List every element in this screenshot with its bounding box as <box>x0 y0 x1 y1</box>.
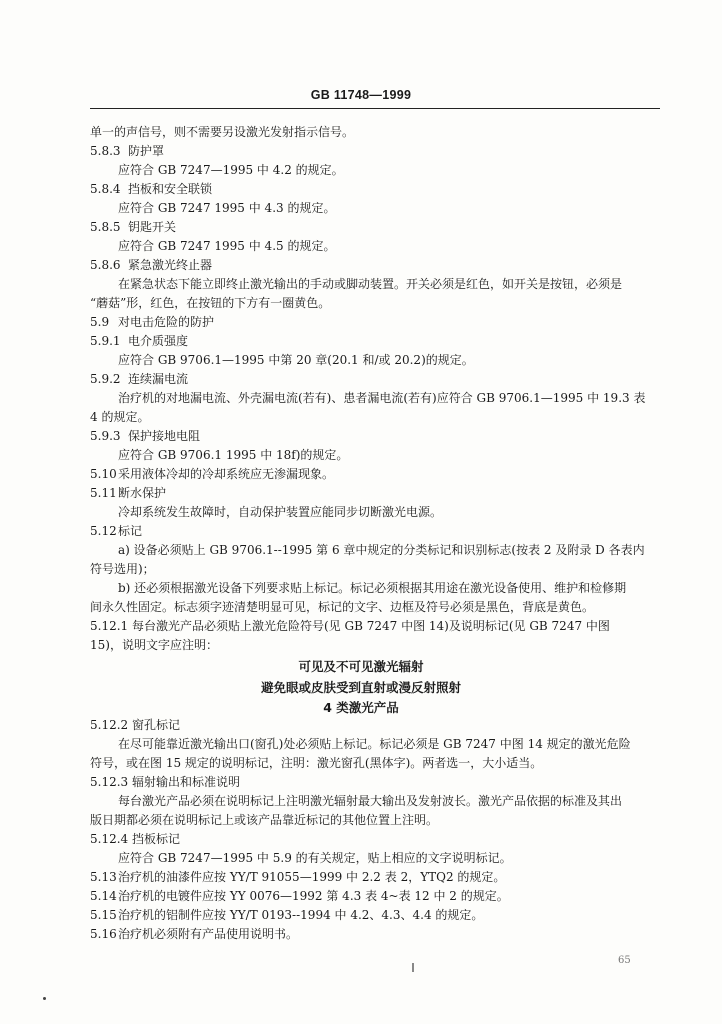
clause-text: 应符合 GB 7247 1995 中 4.5 的规定。 <box>118 239 336 253</box>
warning-label-line: 避免眼或皮肤受到直射或漫反射照射 <box>260 680 461 695</box>
clause-number: 5.16 <box>90 927 117 941</box>
clause-number: 5.8.6 <box>90 258 121 272</box>
clause-number: 5.14 <box>90 889 117 903</box>
warning-label-line: 4 类激光产品 <box>323 700 399 715</box>
clause-title: 采用液体冷却的冷却系统应无渗漏现象。 <box>118 467 335 481</box>
clause-title: 紧急激光终止器 <box>128 258 213 272</box>
clause-title: 挡板和安全联锁 <box>128 182 213 196</box>
clause-text: 每台激光产品必须在说明标记上注明激光辐射最大输出及发射波长。激光产品依据的标准及其出 <box>118 794 623 808</box>
clause-title: 每台激光产品必须贴上激光危险符号(见 GB 7247 中图 14)及说明标记(见 GB 7247 中图 <box>132 619 610 633</box>
clause-number: 5.8.3 <box>90 144 121 158</box>
clause-title: 对电击危险的防护 <box>118 315 215 329</box>
clause-text: a) 设备必须贴上 GB 9706.1--1995 第 6 章中规定的分类标记和识别标志(按表 2 及附录 D 各表内 <box>118 543 645 557</box>
clause-title: 窗孔标记 <box>132 718 181 732</box>
clause-text: “蘑菇”形，红色，在按钮的下方有一圈黄色。 <box>90 296 331 310</box>
clause-text: 单一的声信号，则不需要另设激光发射指示信号。 <box>90 125 355 139</box>
clause-text: 应符合 GB 7247—1995 中 5.9 的有关规定，贴上相应的文字说明标记。 <box>118 851 512 865</box>
header-rule <box>90 108 660 109</box>
clause-title: 挡板标记 <box>132 832 181 846</box>
clause-title: 辐射输出和标准说明 <box>132 775 241 789</box>
clause-text: 在紧急状态下能立即终止激光输出的手动或脚动装置。开关必须是红色，如开关是按钮，必须是 <box>118 277 623 291</box>
clause-text: 符号选用)； <box>90 562 155 576</box>
clause-number: 5.9 <box>90 315 110 329</box>
clause-number: 5.12.4 <box>90 832 129 846</box>
clause-title: 标记 <box>118 524 143 538</box>
clause-title: 钥匙开关 <box>128 220 177 234</box>
clause-text: 应符合 GB 7247 1995 中 4.3 的规定。 <box>118 201 336 215</box>
clause-number: 5.12 <box>90 524 117 538</box>
standard-header: GB 11748—1999 <box>310 88 412 102</box>
clause-title: 治疗机的油漆件应按 YY/T 91055—1999 中 2.2 表 2，YTQ2 的规定。 <box>118 870 506 884</box>
scan-speck <box>43 997 46 1000</box>
page-number: 65 <box>618 955 631 966</box>
clause-title: 保护接地电阻 <box>128 429 201 443</box>
clause-number: 5.12.2 <box>90 718 129 732</box>
clause-title: 治疗机的铝制件应按 YY/T 0193--1994 中 4.2、4.3、4.4 的规定。 <box>118 908 484 922</box>
clause-text: 冷却系统发生故障时，自动保护装置应能同步切断激光电源。 <box>118 505 443 519</box>
clause-text: 治疗机的对地漏电流、外壳漏电流(若有)、患者漏电流(若有)应符合 GB 9706.1—1995 中 19.3 表 <box>118 391 646 405</box>
clause-number: 5.10 <box>90 467 117 481</box>
clause-number: 5.13 <box>90 870 117 884</box>
scan-mark <box>412 963 414 972</box>
clause-text: 4 的规定。 <box>90 410 150 424</box>
clause-number: 5.8.4 <box>90 182 121 196</box>
clause-text: 间永久性固定。标志须字迹清楚明显可见，标记的文字、边框及符号必须是黑色，背底是黄色。 <box>90 600 595 614</box>
clause-number: 5.11 <box>90 486 117 500</box>
clause-title: 治疗机必须附有产品使用说明书。 <box>118 927 299 941</box>
clause-text: b) 还必须根据激光设备下列要求贴上标记。标记必须根据其用途在激光设备使用、维护和检修期 <box>118 581 627 595</box>
clause-number: 5.12.1 <box>90 619 129 633</box>
clause-text: 应符合 GB 9706.1—1995 中第 20 章(20.1 和/或 20.2)的规定。 <box>118 353 474 367</box>
clause-number: 5.9.1 <box>90 334 121 348</box>
clause-number: 5.9.2 <box>90 372 121 386</box>
clause-title: 治疗机的电镀件应按 YY 0076—1992 第 4.3 表 4~表 12 中 2 的规定。 <box>118 889 509 903</box>
clause-number: 5.8.5 <box>90 220 121 234</box>
clause-number: 5.9.3 <box>90 429 121 443</box>
clause-title: 电介质强度 <box>128 334 189 348</box>
clause-title: 断水保护 <box>118 486 167 500</box>
clause-text: 符号，或在图 15 规定的说明标记，注明：激光窗孔(黑体字)。两者选一，大小适当。 <box>90 756 543 770</box>
clause-text: 应符合 GB 7247—1995 中 4.2 的规定。 <box>118 163 344 177</box>
clause-text: 版日期都必须在说明标记上或该产品靠近标记的其他位置上注明。 <box>90 813 439 827</box>
clause-title: 防护罩 <box>128 144 165 158</box>
clause-number: 5.15 <box>90 908 117 922</box>
clause-text: 应符合 GB 9706.1 1995 中 18f)的规定。 <box>118 448 349 462</box>
clause-text: 15)，说明文字应注明： <box>90 638 218 652</box>
clause-title: 连续漏电流 <box>128 372 189 386</box>
clause-number: 5.12.3 <box>90 775 129 789</box>
clause-text: 在尽可能靠近激光输出口(窗孔)处必须贴上标记。标记必须是 GB 7247 中图 14 规定的激光危险 <box>118 737 631 751</box>
warning-label-line: 可见及不可见激光辐射 <box>298 659 424 674</box>
